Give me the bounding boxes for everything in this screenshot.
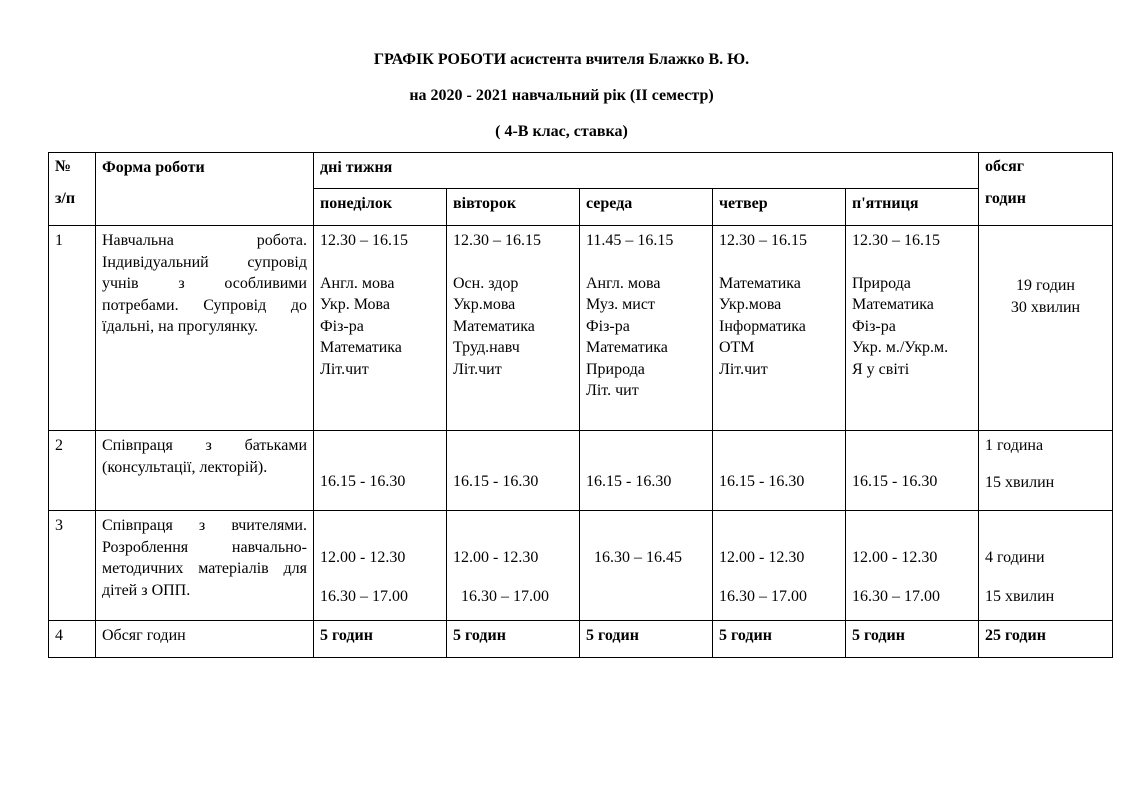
header-form-cell [96,153,314,226]
row-volume-minutes: 15 хвилин [985,473,1055,491]
row-num: 3 [55,517,63,534]
table-row [49,431,1113,511]
row-form: Співпраця з батьками (консультації, лекторій). [102,437,307,476]
thu-total: 5 годин [719,627,772,644]
header-thu: четвер [719,195,768,212]
table-row [49,226,1113,431]
fri-time: 16.15 - 16.30 [852,473,938,490]
wed-total: 5 годин [586,627,639,644]
row-form: Співпраця з вчителями. Розроблення навчально-методичних матеріалів для дітей з ОПП. [102,517,307,599]
header-mon: понеділок [320,195,393,212]
header-fri: п'ятниця [852,195,919,212]
title-line-1: ГРАФІК РОБОТИ асистента вчителя Блажко В. Ю. [373,51,750,68]
wed-time: 16.15 - 16.30 [586,473,672,490]
header-volume-cell [979,153,1113,226]
header-days-cell [314,153,979,189]
header-wed: середа [586,195,633,212]
table-row [49,621,1113,658]
mon-time: 12.30 – 16.15 [320,232,408,249]
tue-total: 5 годин [453,627,506,644]
mon-time-1: 12.00 - 12.30 [320,549,406,566]
row-form: Навчальна робота. Індивідуальний супровід учнів з особливими потребами. Супровід до їдальні, на прогулянку. [102,232,307,335]
header-row [49,153,1113,189]
wed-time: 11.45 – 16.15 [586,232,674,249]
thu-time-2: 16.30 – 17.00 [719,587,807,605]
thu-time: 12.30 – 16.15 [719,232,807,249]
wed-time-1: 16.30 – 16.45 [594,549,682,566]
row-num: 2 [55,437,63,454]
thu-time: 16.15 - 16.30 [719,473,805,490]
fri-time-1: 12.00 - 12.30 [852,549,938,566]
mon-time: 16.15 - 16.30 [320,473,406,490]
row-volume-hours: 19 годин [1016,277,1075,294]
header-tue: вівторок [453,195,517,212]
row-volume-hours: 4 години [985,549,1045,566]
mon-total: 5 годин [320,627,373,644]
tue-time-2: 16.30 – 17.00 [461,587,549,605]
mon-subjects: Англ. мова Укр. Мова Фіз-ра Математика Літ.чит [320,274,402,378]
row-volume-minutes: 30 хвилин [1010,298,1081,316]
header-num-top: № [55,158,72,175]
header-num-bottom: з/п [55,190,76,207]
wed-subjects: Англ. мова Муз. мист Фіз-ра Математика Природа Літ. чит [586,274,668,399]
header-form: Форма роботи [102,159,205,176]
total-volume: 25 годин [985,627,1046,644]
table-row [49,511,1113,621]
row-num: 4 [55,627,63,644]
fri-total: 5 годин [852,627,905,644]
tue-time: 16.15 - 16.30 [453,473,539,490]
tue-time-1: 12.00 - 12.30 [453,549,539,566]
thu-subjects: Математика Укр.мова Інформатика ОТМ Літ.чит [719,274,806,378]
fri-time-2: 16.30 – 17.00 [852,587,940,605]
header-volume-bottom: годин [985,190,1026,207]
schedule-table [48,152,1113,658]
row-volume-minutes: 15 хвилин [985,587,1055,605]
title-line-2: на 2020 - 2021 навчальний рік (ІІ семестр) [409,87,714,104]
document-title [0,50,1123,158]
row-form: Обсяг годин [102,627,186,644]
header-volume-top: обсяг [985,158,1025,175]
header-days: дні тижня [320,159,393,176]
fri-time: 12.30 – 16.15 [852,232,940,249]
tue-time: 12.30 – 16.15 [453,232,541,249]
tue-subjects: Осн. здор Укр.мова Математика Труд.навч Літ.чит [453,274,535,378]
mon-time-2: 16.30 – 17.00 [320,587,408,605]
thu-time-1: 12.00 - 12.30 [719,549,805,566]
title-line-3: ( 4-В клас, ставка) [495,123,628,140]
header-num-cell [49,153,96,226]
fri-subjects: Природа Математика Фіз-ра Укр. м./Укр.м. Я у світі [852,274,949,378]
row-volume-hours: 1 година [985,437,1044,454]
row-num: 1 [55,232,63,249]
